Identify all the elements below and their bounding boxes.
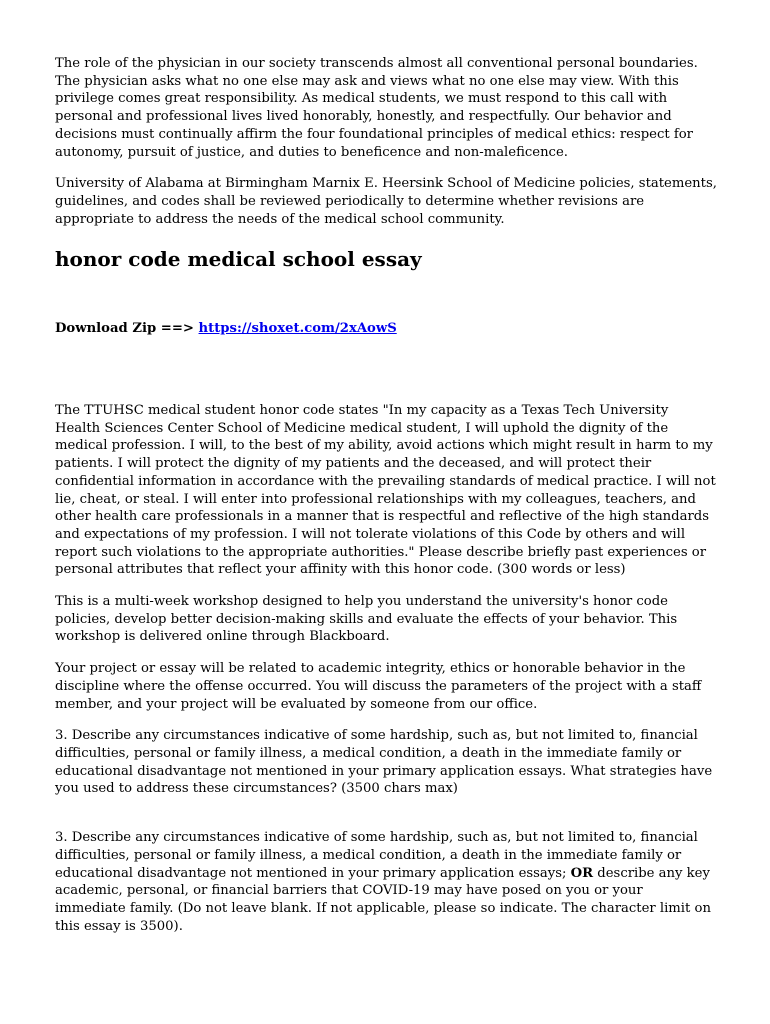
hardship2-end: describe any key academic, personal, or financial barriers that COVID-19 may have posed on you or your immediate family. (Do not leave blank. If not applicable, please so indicate. The character limit on this essay is 3500).	[55, 865, 711, 934]
document-page	[55, 55, 717, 935]
hardship2-or: OR	[570, 865, 594, 881]
intro-paragraph: The role of the physician in our society transcends almost all conventional personal boundaries. The physician asks what no one else may ask and views what no one else may view. With this privilege comes great responsibility. As medical students, we must respond to this call with personal and professional lives lived honorably, honestly, and respectfully. Our behavior and decisions must continually affirm the four foundational principles of medical ethics: respect for autonomy, pursuit of justice, and duties to beneficence and non-maleficence.	[55, 56, 698, 160]
workshop-paragraph: This is a multi-week workshop designed to help you understand the university's honor code policies, develop better decision-making skills and evaluate the effects of your behavior. This workshop is delivered online through Blackboard.	[55, 594, 678, 645]
hardship2-start: 3. Describe any circumstances indicative of some hardship, such as, but not limited to, financial difficulties, personal or family illness, a medical condition, a death in the immediate family or educational disadvantage not mentioned in your primary application essays;	[55, 830, 698, 881]
download-line	[55, 320, 717, 338]
ttuhsc-paragraph: The TTUHSC medical student honor code states "In my capacity as a Texas Tech University Health Sciences Center School of Medicine medical student, I will uphold the dignity of the medical profession. I will, to the best of my ability, avoid actions which might result in harm to my patients. I will protect the dignity of my patients and the deceased, and will protect their confidential information in accordance with the prevailing standards of medical practice. I will not lie, cheat, or steal. I will enter into professional relationships with my colleagues, teachers, and other health care professionals in a manner that is respectful and reflective of the high standards and expectations of my profession. I will not tolerate violations of this Code by others and will report such violations to the appropriate authorities." Please describe briefly past experiences or personal attributes that reflect your affinity with this honor code. (300 words or less)	[55, 403, 716, 578]
download-label: Download Zip ==>	[55, 321, 199, 337]
project-paragraph: Your project or essay will be related to academic integrity, ethics or honorable behavior in the discipline where the offense occurred. You will discuss the parameters of the project with a staff member, and your project will be evaluated by someone from our office.	[55, 661, 702, 712]
hardship-paragraph-2	[55, 829, 717, 935]
uab-paragraph: University of Alabama at Birmingham Marnix E. Heersink School of Medicine policies, statements, guidelines, and codes shall be reviewed periodically to determine whether revisions are appropriate to address the needs of the medical school community.	[55, 176, 717, 227]
page-heading: honor code medical school essay	[55, 247, 422, 272]
download-link[interactable]: https://shoxet.com/2xAowS	[198, 321, 397, 337]
hardship-paragraph-1: 3. Describe any circumstances indicative of some hardship, such as, but not limited to, financial difficulties, personal or family illness, a medical condition, a death in the immediate family or educational disadvantage not mentioned in your primary application essays. What strategies have you used to address these circumstances? (3500 chars max)	[55, 728, 713, 797]
